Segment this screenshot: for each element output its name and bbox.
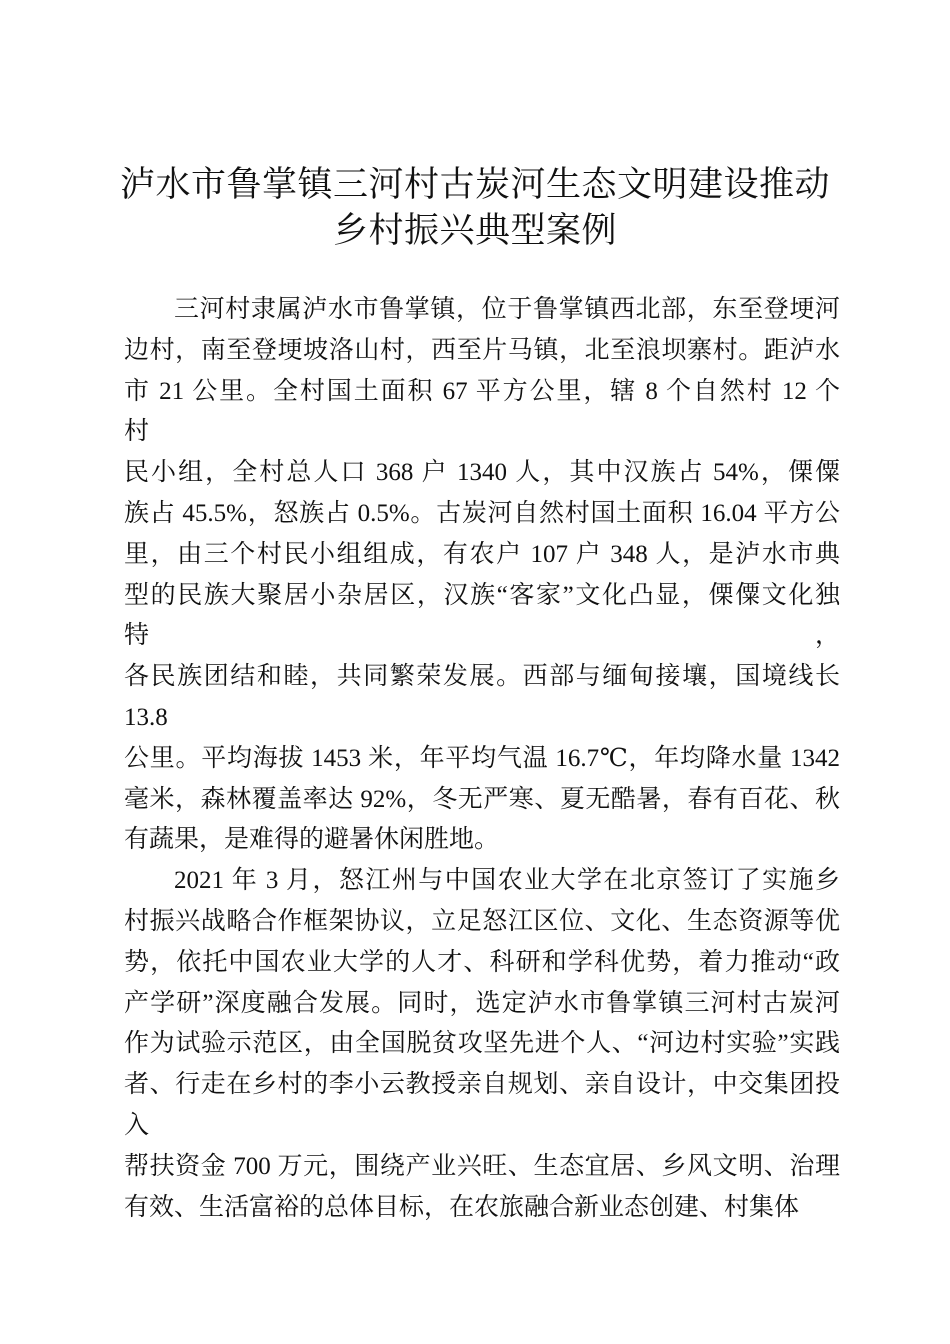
paragraph-line: 毫米，森林覆盖率达 92%，冬无严寒、夏无酷暑，春有百花、秋 xyxy=(124,785,840,813)
paragraph-line: 型的民族大聚居小杂居区，汉族“客家”文化凸显，傈僳文化独特， xyxy=(124,581,840,650)
document-body xyxy=(124,290,840,1228)
paragraph-line: 2021 年 3 月，怒江州与中国农业大学在北京签订了实施乡 xyxy=(174,867,840,895)
paragraph-line: 村振兴战略合作框架协议，立足怒江区位、文化、生态资源等优 xyxy=(124,907,840,935)
paragraph-line: 产学研”深度融合发展。同时，选定泸水市鲁掌镇三河村古炭河 xyxy=(124,989,840,1017)
paragraph-line: 帮扶资金 700 万元，围绕产业兴旺、生态宜居、乡风文明、治理 xyxy=(124,1152,840,1180)
paragraph-line: 边村，南至登埂坡洛山村，西至片马镇，北至浪坝寨村。距泸水 xyxy=(124,336,840,364)
paragraph-line: 各民族团结和睦，共同繁荣发展。西部与缅甸接壤，国境线长 xyxy=(124,663,840,691)
title-line: 泸水市鲁掌镇三河村古炭河生态文明建设推动 xyxy=(119,165,830,204)
paragraph-line: 有蔬果，是难得的避暑休闲胜地。 xyxy=(124,826,500,854)
paragraph-line: 村 xyxy=(124,418,150,446)
paragraph-line: 族占 45.5%，怒族占 0.5%。古炭河自然村国土面积 16.04 平方公 xyxy=(124,499,840,527)
paragraph-line: 民小组，全村总人口 368 户 1340 人，其中汉族占 54%，傈僳 xyxy=(124,459,840,487)
paragraph-line: 作为试验示范区，由全国脱贫攻坚先进个人、“河边村实验”实践 xyxy=(124,1030,840,1058)
title-line: 乡村振兴典型案例 xyxy=(332,211,617,250)
paragraph-line: 三河村隶属泸水市鲁掌镇，位于鲁掌镇西北部，东至登埂河 xyxy=(174,296,840,323)
paragraph-line: 市 21 公里。全村国土面积 67 平方公里，辖 8 个自然村 12 个 xyxy=(124,377,840,405)
paragraph-line: 公里。平均海拔 1453 米，年平均气温 16.7℃，年均降水量 1342 xyxy=(124,744,840,772)
paragraph-line: 者、行走在乡村的李小云教授亲自规划、亲自设计，中交集团投 入 xyxy=(124,1071,840,1139)
paragraph-line: 有效、生活富裕的总体目标，在农旅融合新业态创建、村集体 xyxy=(124,1193,800,1221)
paragraph-line: 里，由三个村民小组组成，有农户 107 户 348 人，是泸水市典 xyxy=(124,540,840,568)
paragraph-line: 13.8 xyxy=(124,703,168,731)
paragraph-line: 势，依托中国农业大学的人才、科研和学科优势，着力推动“政 xyxy=(124,948,840,976)
document-title xyxy=(40,162,910,254)
